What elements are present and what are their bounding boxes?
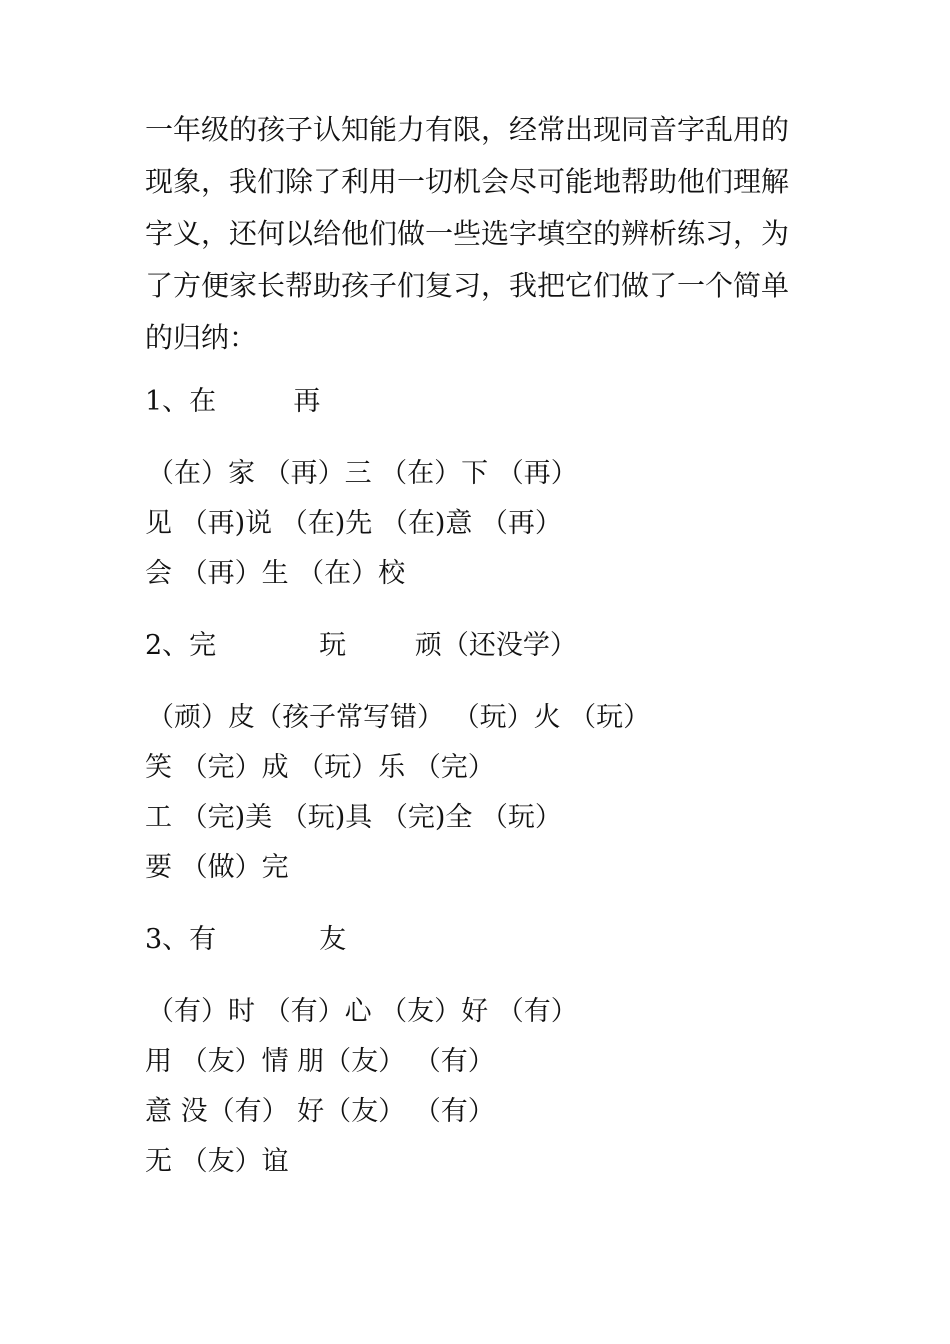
- section-2-line-2: 笑 （完）成 （玩）乐 （完）: [145, 752, 495, 783]
- section-1-heading: 1、在 再: [145, 386, 321, 417]
- section-3-line-3: 意 没（有） 好（友） （有）: [145, 1096, 495, 1127]
- section-3-heading: 3、有 友: [145, 924, 347, 955]
- section-3-line-1: （有）时 （有）心 （友）好 （有）: [147, 996, 578, 1027]
- section-1-line-3: 会 （再）生 （在）校: [145, 558, 406, 589]
- section-1-line-2: 见 （再)说 （在)先 （在)意 （再）: [145, 508, 562, 539]
- section-3-line-2: 用 （友）情 朋（友） （有）: [145, 1046, 495, 1077]
- section-2-line-4: 要 （做）完: [145, 852, 289, 883]
- section-1-line-1: （在）家 （再）三 （在）下 （再）: [147, 458, 578, 489]
- intro-paragraph: 一年级的孩子认知能力有限，经常出现同音字乱用的现象，我们除了利用一切机会尽可能地帮助他们理解字义，还何以给他们做一些选字填空的辨析练习，为了方便家长帮助孩子们复习，我把它们做了一个简单的归纳：: [145, 113, 790, 354]
- section-2-line-3: 工 （完)美 （玩)具 （完)全 （玩）: [145, 802, 562, 833]
- section-3-line-4: 无 （友）谊: [145, 1146, 289, 1177]
- section-2-heading: 2、完 玩 顽（还没学）: [145, 630, 577, 661]
- section-2-line-1: （顽）皮（孩子常写错） （玩）火 （玩）: [147, 702, 651, 733]
